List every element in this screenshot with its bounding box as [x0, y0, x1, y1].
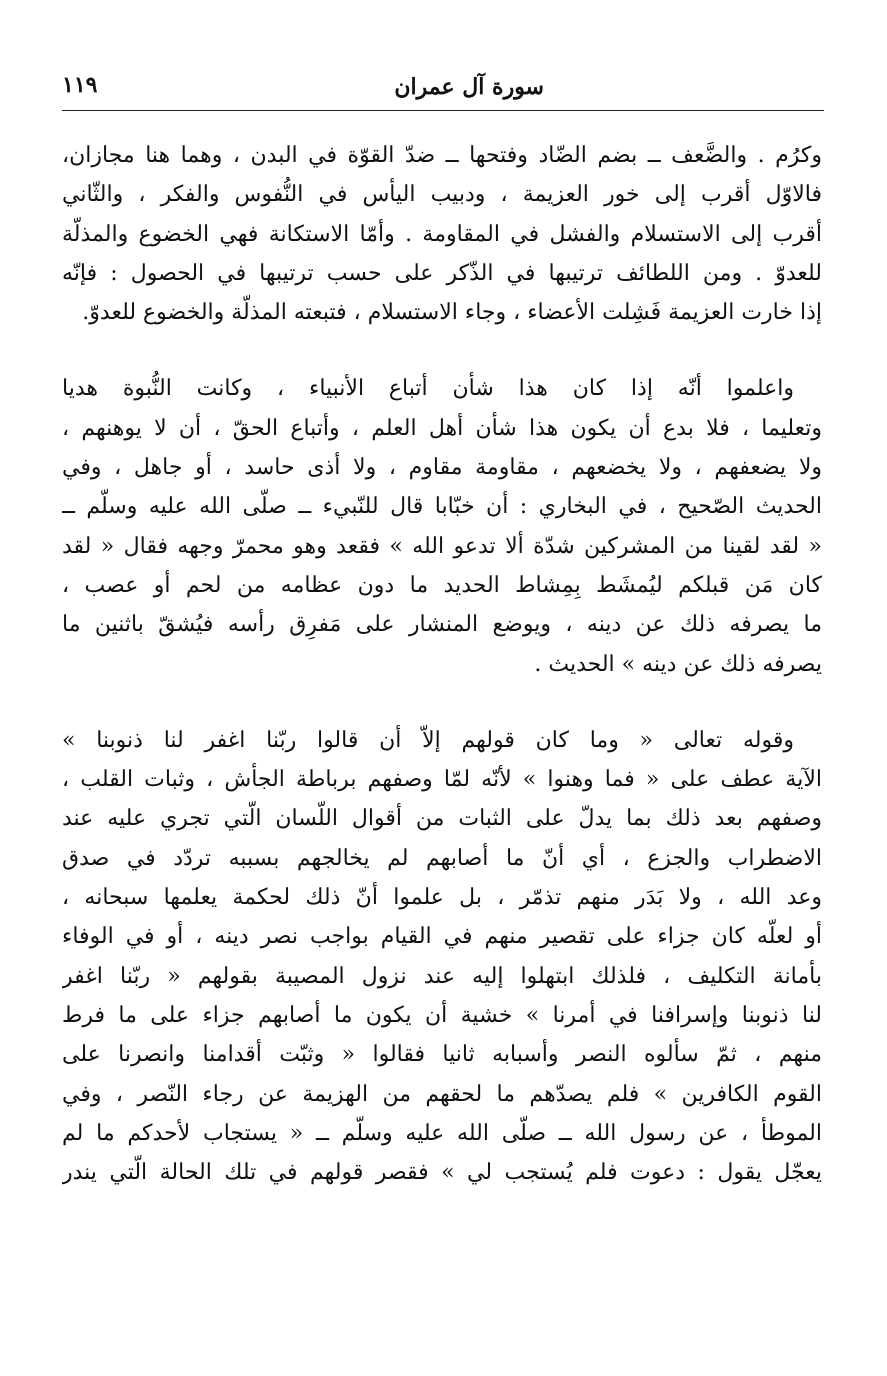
page-body: [62, 136, 822, 1192]
text-line: أو لعلّه كان جزاء على تقصير منهم في القيام بواجب نصر دينه ، أو في الوفاء: [62, 924, 822, 950]
text-line: بأمانة التكليف ، فلذلك ابتهلوا إليه عند نزول المصيبة بقولهم « ربّنا اغفر: [62, 963, 822, 989]
paragraph-3: [62, 721, 822, 1193]
text-line: ما يصرفه ذلك عن دينه ، ويوضع المنشار على مَفرِق رأسه فيُشقّ باثنين ما: [62, 612, 822, 638]
text-line: يصرفه ذلك عن دينه » الحديث .: [534, 651, 822, 677]
text-line: الموطأ ، عن رسول الله ــ صلّى الله عليه وسلّم ــ « يستجاب لأحدكم ما لم: [62, 1120, 822, 1146]
paragraph-gap: [62, 332, 822, 369]
text-line: كان مَن قبلكم ليُمشَط بِمِشاط الحديد ما دون عظامه من لحم أو عصب ،: [62, 572, 822, 598]
text-line: الحديث الصّحيح ، في البخاري : أن خبّابا قال للنّبيء ــ صلّى الله عليه وسلّم ــ: [62, 494, 822, 520]
text-line: الاضطراب والجزع ، أي أنّ ما أصابهم لم يخالجهم بسببه تردّد في صدق: [62, 845, 822, 871]
text-line: لنا ذنوبنا وإسرافنا في أمرنا » خشية أن يكون ما أصابهم جزاء على ما فرط: [62, 1002, 822, 1028]
text-line: فالاوّل أقرب إلى خور العزيمة ، ودبيب اليأس في النُّفوس والفكر ، والثّاني: [62, 182, 822, 208]
text-line: وقوله تعالى « وما كان قولهم إلاّ أن قالوا ربّنا اغفر لنا ذنوبنا »: [62, 727, 794, 753]
paragraph-1: [62, 136, 822, 332]
page-header: [62, 68, 824, 108]
text-line: إذا خارت العزيمة فَشِلت الأعضاء ، وجاء الاستسلام ، فتبعته المذلّة والخضوع للعدوّ.: [82, 300, 822, 326]
text-line: وصفهم بعد ذلك بما يدلّ على الثبات من أقوال اللّسان الّتي تجري عليه عند: [62, 806, 822, 832]
text-line: وعد الله ، ولا بَدَر منهم تذمّر ، بل علموا أنّ ذلك لحكمة يعلمها سبحانه ،: [62, 885, 822, 911]
text-line: وتعليما ، فلا بدع أن يكون هذا شأن أهل العلم ، وأتباع الحقّ ، أن لا يوهنهم ،: [62, 415, 822, 441]
paragraph-gap: [62, 684, 822, 721]
text-line: يعجّل يقول : دعوت فلم يُستجب لي » فقصر قولهم في تلك الحالة الّتي يندر: [62, 1160, 822, 1186]
text-line: واعلموا أنّه إذا كان هذا شأن أتباع الأنبياء ، وكانت النُّبوة هديا: [62, 376, 794, 402]
text-line: للعدوّ . ومن اللطائف ترتيبها في الذّكر على حسب ترتيبها في الحصول : فإنّه: [62, 260, 822, 286]
text-line: القوم الكافرين » فلم يصدّهم ما لحقهم من الهزيمة عن رجاء النّصر ، وفي: [62, 1081, 822, 1107]
page-number: ١١٩: [62, 72, 98, 98]
surah-title: سورة آل عمران: [394, 74, 544, 100]
text-line: وكرُم . والضَّعف ــ بضم الضّاد وفتحها ــ ضدّ القوّة في البدن ، وهما هنا مجازان،: [62, 143, 822, 168]
text-line: الآية عطف على « فما وهنوا » لأنّه لمّا وصفهم برباطة الجأش ، وثبات القلب ،: [62, 767, 822, 793]
paragraph-2: [62, 369, 822, 683]
text-line: « لقد لقينا من المشركين شدّة ألا تدعو الله » فقعد وهو محمرّ وجهه فقال « لقد: [62, 533, 822, 559]
text-line: أقرب إلى الاستسلام والفشل في المقاومة . وأمّا الاستكانة فهي الخضوع والمذلّة: [62, 221, 822, 247]
text-line: ولا يضعفهم ، ولا يخضعهم ، مقاومة مقاوم ، ولا أذى حاسد ، أو جاهل ، وفي: [62, 455, 822, 481]
header-divider: [62, 110, 824, 111]
text-line: منهم ، ثمّ سألوه النصر وأسبابه ثانيا فقالوا « وثبّت أقدامنا وانصرنا على: [62, 1042, 822, 1068]
